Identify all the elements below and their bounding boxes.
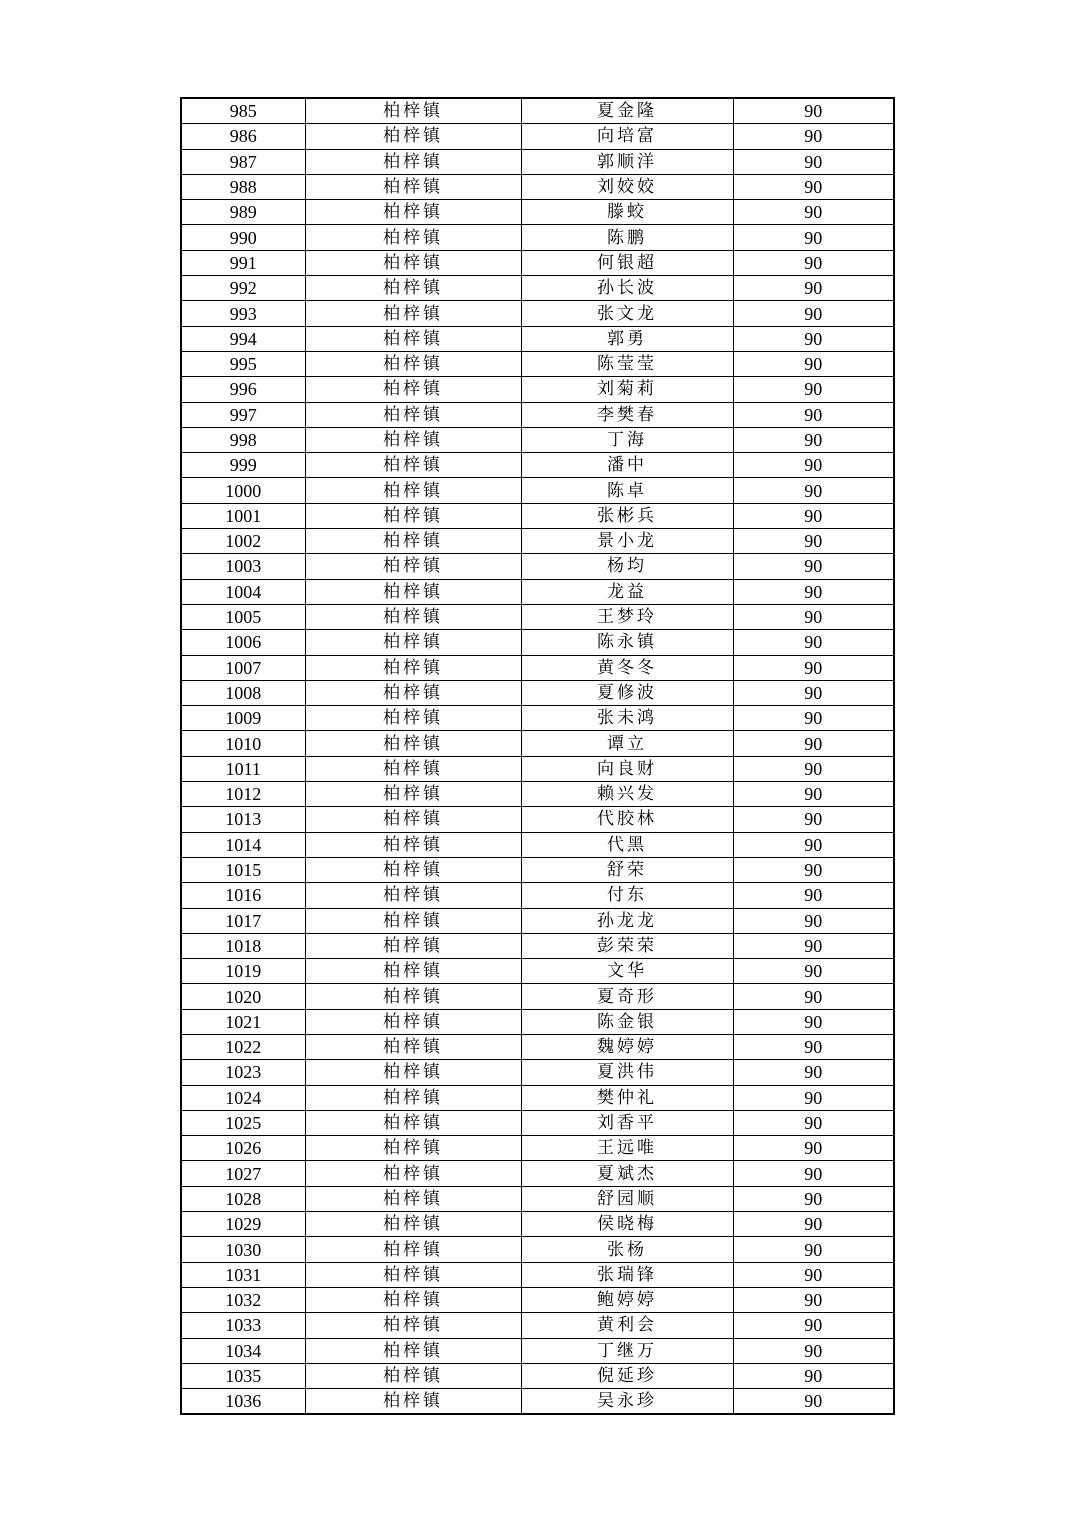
town-cell: 柏梓镇 [305, 807, 521, 832]
score-cell: 90 [733, 402, 894, 427]
score-cell: 90 [733, 453, 894, 478]
serial-number-cell: 1007 [181, 655, 305, 680]
score-cell: 90 [733, 1212, 894, 1237]
town-cell: 柏梓镇 [305, 250, 521, 275]
table-row [181, 554, 894, 579]
score-cell: 90 [733, 1389, 894, 1415]
table-row [181, 959, 894, 984]
table-row [181, 453, 894, 478]
town-cell: 柏梓镇 [305, 630, 521, 655]
score-cell: 90 [733, 1186, 894, 1211]
serial-number-cell: 1019 [181, 959, 305, 984]
person-name-cell: 倪延珍 [521, 1363, 733, 1388]
person-name-cell: 代胶林 [521, 807, 733, 832]
serial-number-cell: 1020 [181, 984, 305, 1009]
person-name-cell: 李樊春 [521, 402, 733, 427]
table-row [181, 98, 894, 124]
serial-number-cell: 1035 [181, 1363, 305, 1388]
town-cell: 柏梓镇 [305, 402, 521, 427]
table-row [181, 149, 894, 174]
table-row [181, 857, 894, 882]
table-row [181, 276, 894, 301]
serial-number-cell: 985 [181, 98, 305, 124]
town-cell: 柏梓镇 [305, 554, 521, 579]
score-cell: 90 [733, 933, 894, 958]
score-cell: 90 [733, 1085, 894, 1110]
town-cell: 柏梓镇 [305, 1338, 521, 1363]
town-cell: 柏梓镇 [305, 579, 521, 604]
serial-number-cell: 1029 [181, 1212, 305, 1237]
town-cell: 柏梓镇 [305, 1262, 521, 1287]
town-cell: 柏梓镇 [305, 427, 521, 452]
score-cell: 90 [733, 1060, 894, 1085]
person-name-cell: 夏斌杰 [521, 1161, 733, 1186]
serial-number-cell: 1027 [181, 1161, 305, 1186]
person-name-cell: 陈金银 [521, 1009, 733, 1034]
serial-number-cell: 1001 [181, 503, 305, 528]
score-cell: 90 [733, 655, 894, 680]
town-cell: 柏梓镇 [305, 1136, 521, 1161]
score-cell: 90 [733, 1161, 894, 1186]
town-cell: 柏梓镇 [305, 782, 521, 807]
person-name-cell: 何银超 [521, 250, 733, 275]
serial-number-cell: 999 [181, 453, 305, 478]
serial-number-cell: 1005 [181, 604, 305, 629]
town-cell: 柏梓镇 [305, 1237, 521, 1262]
person-name-cell: 鲍婷婷 [521, 1287, 733, 1312]
table-row [181, 883, 894, 908]
person-name-cell: 陈永镇 [521, 630, 733, 655]
table-row [181, 1110, 894, 1135]
town-cell: 柏梓镇 [305, 149, 521, 174]
town-cell: 柏梓镇 [305, 1110, 521, 1135]
town-cell: 柏梓镇 [305, 351, 521, 376]
town-cell: 柏梓镇 [305, 200, 521, 225]
score-cell: 90 [733, 706, 894, 731]
person-name-cell: 夏金隆 [521, 98, 733, 124]
person-name-cell: 魏婷婷 [521, 1034, 733, 1059]
town-cell: 柏梓镇 [305, 276, 521, 301]
person-name-cell: 舒园顺 [521, 1186, 733, 1211]
person-name-cell: 谭立 [521, 731, 733, 756]
person-name-cell: 张未鸿 [521, 706, 733, 731]
serial-number-cell: 1013 [181, 807, 305, 832]
score-cell: 90 [733, 276, 894, 301]
score-cell: 90 [733, 1034, 894, 1059]
table-row [181, 1161, 894, 1186]
table-row [181, 807, 894, 832]
person-name-cell: 张瑞锋 [521, 1262, 733, 1287]
serial-number-cell: 1004 [181, 579, 305, 604]
serial-number-cell: 989 [181, 200, 305, 225]
person-name-cell: 樊仲礼 [521, 1085, 733, 1110]
serial-number-cell: 986 [181, 124, 305, 149]
serial-number-cell: 1021 [181, 1009, 305, 1034]
serial-number-cell: 992 [181, 276, 305, 301]
person-name-cell: 夏洪伟 [521, 1060, 733, 1085]
person-name-cell: 潘中 [521, 453, 733, 478]
score-cell: 90 [733, 883, 894, 908]
serial-number-cell: 1017 [181, 908, 305, 933]
town-cell: 柏梓镇 [305, 756, 521, 781]
serial-number-cell: 1011 [181, 756, 305, 781]
town-cell: 柏梓镇 [305, 984, 521, 1009]
person-name-cell: 郭勇 [521, 326, 733, 351]
serial-number-cell: 1018 [181, 933, 305, 958]
score-cell: 90 [733, 200, 894, 225]
score-cell: 90 [733, 1009, 894, 1034]
person-name-cell: 向良财 [521, 756, 733, 781]
serial-number-cell: 993 [181, 301, 305, 326]
serial-number-cell: 1008 [181, 680, 305, 705]
person-name-cell: 吴永珍 [521, 1389, 733, 1415]
score-cell: 90 [733, 630, 894, 655]
table-row [181, 1338, 894, 1363]
town-cell: 柏梓镇 [305, 1186, 521, 1211]
serial-number-cell: 991 [181, 250, 305, 275]
person-name-cell: 张杨 [521, 1237, 733, 1262]
table-row [181, 1060, 894, 1085]
table-row [181, 200, 894, 225]
table-row [181, 1287, 894, 1312]
person-name-cell: 赖兴发 [521, 782, 733, 807]
table-row [181, 630, 894, 655]
table-row [181, 655, 894, 680]
score-cell: 90 [733, 756, 894, 781]
score-cell: 90 [733, 604, 894, 629]
score-cell: 90 [733, 149, 894, 174]
town-cell: 柏梓镇 [305, 883, 521, 908]
score-cell: 90 [733, 1338, 894, 1363]
table-row [181, 225, 894, 250]
table-row [181, 124, 894, 149]
town-cell: 柏梓镇 [305, 478, 521, 503]
town-cell: 柏梓镇 [305, 529, 521, 554]
town-cell: 柏梓镇 [305, 1389, 521, 1415]
person-name-cell: 王远唯 [521, 1136, 733, 1161]
table-row [181, 579, 894, 604]
town-cell: 柏梓镇 [305, 503, 521, 528]
serial-number-cell: 1036 [181, 1389, 305, 1415]
table-row [181, 933, 894, 958]
town-cell: 柏梓镇 [305, 1287, 521, 1312]
person-name-cell: 龙益 [521, 579, 733, 604]
table-row [181, 1136, 894, 1161]
score-cell: 90 [733, 478, 894, 503]
town-cell: 柏梓镇 [305, 225, 521, 250]
person-name-cell: 刘菊莉 [521, 377, 733, 402]
table-row [181, 402, 894, 427]
serial-number-cell: 1015 [181, 857, 305, 882]
serial-number-cell: 1025 [181, 1110, 305, 1135]
person-name-cell: 王梦玲 [521, 604, 733, 629]
serial-number-cell: 1032 [181, 1287, 305, 1312]
serial-number-cell: 995 [181, 351, 305, 376]
score-cell: 90 [733, 529, 894, 554]
table-row [181, 756, 894, 781]
town-cell: 柏梓镇 [305, 706, 521, 731]
person-name-cell: 杨均 [521, 554, 733, 579]
town-cell: 柏梓镇 [305, 680, 521, 705]
table-row [181, 706, 894, 731]
table-row [181, 731, 894, 756]
serial-number-cell: 990 [181, 225, 305, 250]
town-cell: 柏梓镇 [305, 124, 521, 149]
serial-number-cell: 1033 [181, 1313, 305, 1338]
person-name-cell: 侯晓梅 [521, 1212, 733, 1237]
person-name-cell: 丁继万 [521, 1338, 733, 1363]
table-row [181, 427, 894, 452]
table-row [181, 351, 894, 376]
score-cell: 90 [733, 427, 894, 452]
person-name-cell: 向培富 [521, 124, 733, 149]
score-cell: 90 [733, 98, 894, 124]
serial-number-cell: 1028 [181, 1186, 305, 1211]
serial-number-cell: 1003 [181, 554, 305, 579]
town-cell: 柏梓镇 [305, 604, 521, 629]
table-row [181, 984, 894, 1009]
table-row [181, 1313, 894, 1338]
table-row [181, 680, 894, 705]
score-cell: 90 [733, 782, 894, 807]
table-row [181, 1389, 894, 1415]
score-cell: 90 [733, 1110, 894, 1135]
serial-number-cell: 1016 [181, 883, 305, 908]
serial-number-cell: 998 [181, 427, 305, 452]
person-name-cell: 刘姣姣 [521, 174, 733, 199]
serial-number-cell: 996 [181, 377, 305, 402]
person-name-cell: 滕蛟 [521, 200, 733, 225]
person-name-cell: 刘香平 [521, 1110, 733, 1135]
town-cell: 柏梓镇 [305, 453, 521, 478]
table-row [181, 1034, 894, 1059]
table-row [181, 1009, 894, 1034]
person-name-cell: 丁海 [521, 427, 733, 452]
table-row [181, 1262, 894, 1287]
person-name-cell: 夏修波 [521, 680, 733, 705]
score-cell: 90 [733, 857, 894, 882]
table-row [181, 174, 894, 199]
serial-number-cell: 1026 [181, 1136, 305, 1161]
score-cell: 90 [733, 1237, 894, 1262]
serial-number-cell: 1012 [181, 782, 305, 807]
person-name-cell: 孙龙龙 [521, 908, 733, 933]
score-cell: 90 [733, 554, 894, 579]
score-cell: 90 [733, 807, 894, 832]
serial-number-cell: 1034 [181, 1338, 305, 1363]
person-name-cell: 夏奇形 [521, 984, 733, 1009]
town-cell: 柏梓镇 [305, 908, 521, 933]
person-name-cell: 舒荣 [521, 857, 733, 882]
score-cell: 90 [733, 377, 894, 402]
table-row [181, 326, 894, 351]
table-row [181, 503, 894, 528]
person-name-cell: 郭顺洋 [521, 149, 733, 174]
table-row [181, 908, 894, 933]
town-cell: 柏梓镇 [305, 98, 521, 124]
town-cell: 柏梓镇 [305, 1034, 521, 1059]
town-cell: 柏梓镇 [305, 301, 521, 326]
score-cell: 90 [733, 1262, 894, 1287]
score-cell: 90 [733, 1313, 894, 1338]
score-cell: 90 [733, 1287, 894, 1312]
score-cell: 90 [733, 579, 894, 604]
town-cell: 柏梓镇 [305, 1009, 521, 1034]
table-row [181, 377, 894, 402]
serial-number-cell: 994 [181, 326, 305, 351]
score-cell: 90 [733, 731, 894, 756]
person-name-cell: 陈莹莹 [521, 351, 733, 376]
roster-table-body [181, 98, 894, 1414]
serial-number-cell: 1031 [181, 1262, 305, 1287]
table-row [181, 1237, 894, 1262]
town-cell: 柏梓镇 [305, 1085, 521, 1110]
serial-number-cell: 1014 [181, 832, 305, 857]
serial-number-cell: 1022 [181, 1034, 305, 1059]
table-row [181, 782, 894, 807]
serial-number-cell: 988 [181, 174, 305, 199]
serial-number-cell: 987 [181, 149, 305, 174]
person-name-cell: 张彬兵 [521, 503, 733, 528]
score-cell: 90 [733, 680, 894, 705]
score-cell: 90 [733, 959, 894, 984]
score-cell: 90 [733, 1136, 894, 1161]
table-row [181, 250, 894, 275]
town-cell: 柏梓镇 [305, 1212, 521, 1237]
town-cell: 柏梓镇 [305, 857, 521, 882]
town-cell: 柏梓镇 [305, 959, 521, 984]
score-cell: 90 [733, 503, 894, 528]
serial-number-cell: 1030 [181, 1237, 305, 1262]
table-row [181, 1186, 894, 1211]
table-row [181, 478, 894, 503]
town-cell: 柏梓镇 [305, 174, 521, 199]
town-cell: 柏梓镇 [305, 1313, 521, 1338]
serial-number-cell: 1002 [181, 529, 305, 554]
person-name-cell: 孙长波 [521, 276, 733, 301]
person-name-cell: 黄利会 [521, 1313, 733, 1338]
person-name-cell: 代黑 [521, 832, 733, 857]
serial-number-cell: 997 [181, 402, 305, 427]
person-name-cell: 付东 [521, 883, 733, 908]
person-name-cell: 张文龙 [521, 301, 733, 326]
table-row [181, 604, 894, 629]
serial-number-cell: 1000 [181, 478, 305, 503]
person-name-cell: 文华 [521, 959, 733, 984]
table-row [181, 301, 894, 326]
table-row [181, 1212, 894, 1237]
score-cell: 90 [733, 984, 894, 1009]
town-cell: 柏梓镇 [305, 326, 521, 351]
table-row [181, 832, 894, 857]
table-row [181, 1363, 894, 1388]
score-cell: 90 [733, 124, 894, 149]
score-cell: 90 [733, 301, 894, 326]
person-name-cell: 景小龙 [521, 529, 733, 554]
score-cell: 90 [733, 908, 894, 933]
town-cell: 柏梓镇 [305, 832, 521, 857]
score-cell: 90 [733, 225, 894, 250]
serial-number-cell: 1024 [181, 1085, 305, 1110]
score-cell: 90 [733, 832, 894, 857]
person-name-cell: 陈卓 [521, 478, 733, 503]
town-cell: 柏梓镇 [305, 731, 521, 756]
table-row [181, 529, 894, 554]
town-cell: 柏梓镇 [305, 377, 521, 402]
score-cell: 90 [733, 250, 894, 275]
score-cell: 90 [733, 326, 894, 351]
serial-number-cell: 1006 [181, 630, 305, 655]
serial-number-cell: 1010 [181, 731, 305, 756]
serial-number-cell: 1023 [181, 1060, 305, 1085]
score-cell: 90 [733, 174, 894, 199]
table-row [181, 1085, 894, 1110]
town-cell: 柏梓镇 [305, 1363, 521, 1388]
score-cell: 90 [733, 351, 894, 376]
serial-number-cell: 1009 [181, 706, 305, 731]
person-name-cell: 陈鹏 [521, 225, 733, 250]
roster-table [180, 97, 895, 1415]
town-cell: 柏梓镇 [305, 933, 521, 958]
town-cell: 柏梓镇 [305, 1161, 521, 1186]
town-cell: 柏梓镇 [305, 655, 521, 680]
town-cell: 柏梓镇 [305, 1060, 521, 1085]
person-name-cell: 黄冬冬 [521, 655, 733, 680]
score-cell: 90 [733, 1363, 894, 1388]
person-name-cell: 彭荣荣 [521, 933, 733, 958]
